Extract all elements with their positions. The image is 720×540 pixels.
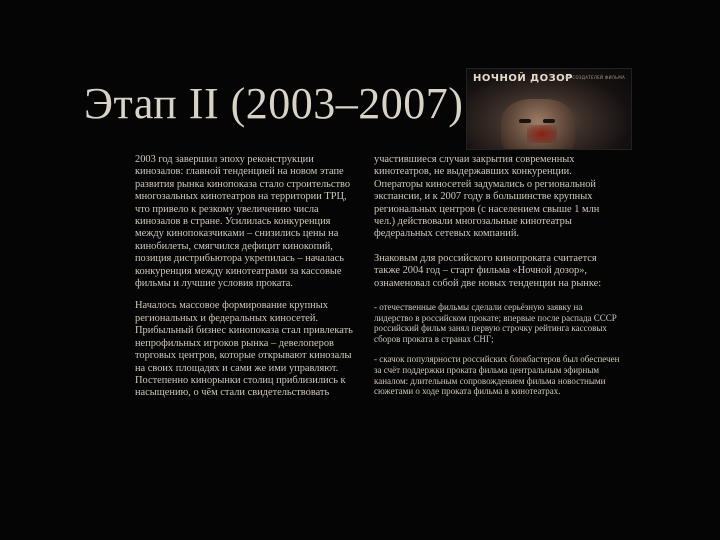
slide-title: Этап II (2003–2007) — [84, 79, 464, 128]
poster-blood-mark — [527, 125, 557, 143]
poster-logo: НОЧНОЙ ДОЗОР — [473, 73, 574, 84]
right-paragraph-4: - скачок популярности российских блокбастеров был обеспечен за счёт поддержки проката фильма центральным эфирным каналом: длительным сопровождением фильма новостными сюжетами о ходе проката фильма в кинотеатрах. — [374, 354, 620, 397]
movie-poster-image — [466, 68, 632, 150]
right-paragraph-3: - отечественные фильмы сделали серьёзную заявку на лидерство в российском прокате; впервые после распада СССР российский фильм занял первую строчку рейтинга кассовых сборов проката в странах СНГ; — [374, 302, 617, 344]
poster-credits: ОТ СОЗДАТЕЛЕЙ ФИЛЬМА — [564, 75, 625, 80]
right-paragraph-1: участившиеся случаи закрытия современных кинотеатров, не выдержавших конкуренции. Операторы киносетей задумались о региональной экспансии, и к 2007 году в большинстве крупных региональных центров (с населением свыше 1 млн чел.) действовали многозальные кинотеатры федеральных сетевых компаний. — [374, 154, 600, 240]
left-paragraph-1: 2003 год завершил эпоху реконструкции кинозалов: главной тенденцией на новом этапе развития рынка кинопоказа стало строительство многозальных кинотеатров на территории ТРЦ, что привело к резкому увеличению числа кинозалов в стране. Усилилась конкуренция между кинопоказчиками – снизились цены на кинобилеты, смягчился дефицит кинокопий, позиция дистрибьютора укрепилась – началась конкуренция между кинотеатрами за кассовые фильмы и лучшие условия проката. — [135, 154, 351, 290]
poster-eye-right — [543, 119, 555, 123]
right-text-column — [374, 154, 622, 397]
left-paragraph-2: Началось массовое формирование крупных региональных и федеральных киносетей. Прибыльный бизнес кинопоказа стал привлекать непрофильных игроков рынка – девелоперов торговых центров, которые открывают кинозалы на своих площадях и сами же ими управляют. Постепенно кинорынки столиц приблизились к насыщению, о чём стали свидетельствовать — [135, 300, 353, 399]
poster-eye-left — [519, 119, 531, 123]
left-text-column — [135, 154, 361, 400]
right-paragraph-2: Знаковым для российского кинопроката считается также 2004 год – старт фильма «Ночной дозор», ознаменовал собой две новых тенденции на рынке: — [374, 252, 602, 289]
